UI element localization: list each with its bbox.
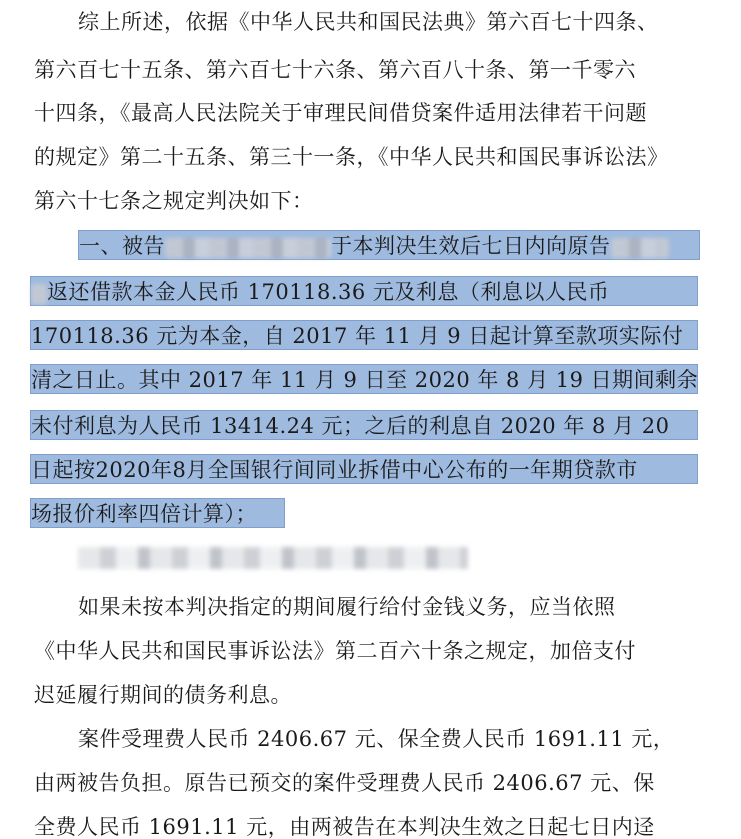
para3-line1: 案件受理费人民币 2406.67 元、保全费人民币 1691.11 元， xyxy=(78,727,675,751)
judgment1-line3[interactable]: 170118.36 元为本金，自 2017 年 11 月 9 日起计算至款项实际付 xyxy=(30,320,698,350)
para1-line4: 的规定》第二十五条、第三十一条，《中华人民共和国民事诉讼法》 xyxy=(34,145,669,169)
redacted-plaintiff-name-cont xyxy=(31,284,47,304)
para1-line1: 综上所述，依据《中华人民共和国民法典》第六百七十四条、 xyxy=(78,10,659,34)
judgment1-line2-text: 返还借款本金人民币 170118.36 元及利息（利息以人民币 xyxy=(47,280,610,304)
redacted-line xyxy=(78,547,468,569)
judgment1-line7[interactable]: 场报价利率四倍计算）； xyxy=(30,498,285,528)
para3-line3: 全费人民币 1691.11 元，由两被告在本判决生效之日起七日内迳 xyxy=(34,815,655,839)
judgment1-line1[interactable] xyxy=(78,230,700,260)
para1-line5: 第六十七条之规定判决如下： xyxy=(34,189,314,213)
para3-line2: 由两被告负担。原告已预交的案件受理费人民币 2406.67 元、保 xyxy=(34,771,655,795)
judgment1-line5[interactable]: 未付利息为人民币 13414.24 元；之后的利息自 2020 年 8 月 20 xyxy=(30,410,698,440)
para2-line2: 《中华人民共和国民事诉讼法》第二百六十条之规定，加倍支付 xyxy=(34,639,636,663)
judgment1-mid: 于本判决生效后七日内向原告 xyxy=(331,234,611,258)
redacted-defendant-name xyxy=(165,238,331,258)
judgment1-line2[interactable] xyxy=(30,276,698,306)
judgment1-line6[interactable]: 日起按2020年8月全国银行间同业拆借中心公布的一年期贷款市 xyxy=(30,454,698,484)
para1-line2: 第六百七十五条、第六百七十六条、第六百八十条、第一千零六 xyxy=(34,58,636,82)
para1-line3: 十四条，《最高人民法院关于审理民间借贷案件适用法律若干问题 xyxy=(34,101,647,125)
redacted-plaintiff-name xyxy=(611,238,669,258)
judgment1-line4[interactable]: 清之日止。其中 2017 年 11 月 9 日至 2020 年 8 月 19 日期间剩余 xyxy=(30,364,698,394)
judgment1-prefix: 一、被告 xyxy=(79,234,165,258)
para2-line1: 如果未按本判决指定的期间履行给付金钱义务，应当依照 xyxy=(78,595,616,619)
para2-line3: 迟延履行期间的债务利息。 xyxy=(34,683,292,707)
